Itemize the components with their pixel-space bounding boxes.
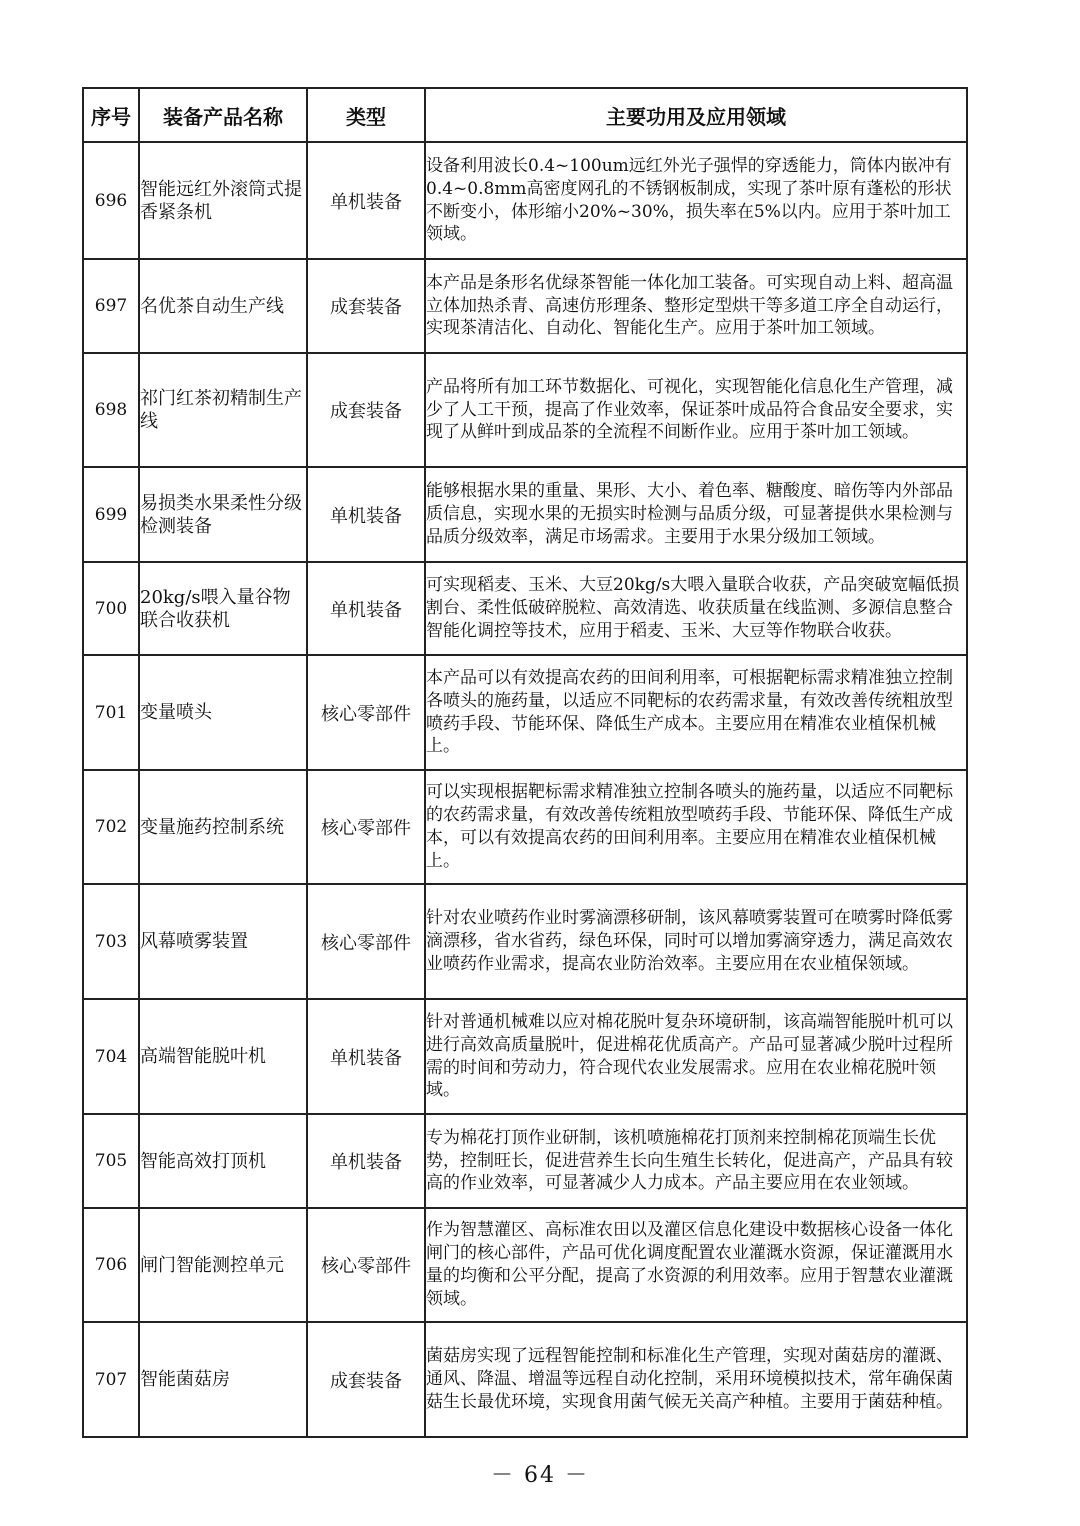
row-description: 本产品是条形名优绿茶智能一体化加工装备。可实现自动上料、超高温立体加热杀青、高速仿形理条、整形定型烘干等多道工序全自动运行，实现茶清洁化、自动化、智能化生产。应用于茶叶加工领域。 <box>425 259 967 353</box>
row-type: 单机装备 <box>307 562 425 655</box>
row-description: 设备利用波长0.4~100um远红外光子强悍的穿透能力，筒体内嵌冲有0.4~0.8mm高密度网孔的不锈钢板制成，实现了茶叶原有蓬松的形状不断变小，体形缩小20%~30%，损失率在5%以内。应用于茶叶加工领域。 <box>425 142 967 259</box>
row-product-name: 20kg/s喂入量谷物联合收获机 <box>139 562 307 655</box>
row-type: 成套装备 <box>307 259 425 353</box>
row-serial-number: 705 <box>83 1114 139 1208</box>
row-product-name: 名优茶自动生产线 <box>139 259 307 353</box>
page-number: － 64 － <box>491 1463 589 1488</box>
table-row <box>83 884 967 999</box>
header-type: 类型 <box>307 88 425 142</box>
row-product-name: 风幕喷雾装置 <box>139 884 307 999</box>
row-product-name: 祁门红茶初精制生产线 <box>139 353 307 467</box>
table-row <box>83 259 967 353</box>
row-description: 可以实现根据靶标需求精准独立控制各喷头的施药量，以适应不同靶标的农药需求量，有效改善传统粗放型喷药手段、节能环保、降低生产成本，可以有效提高农药的田间利用率。主要应用在精准农业植保机械上。 <box>425 770 967 884</box>
row-serial-number: 698 <box>83 353 139 467</box>
header-product-name: 装备产品名称 <box>139 88 307 142</box>
equipment-table <box>82 87 968 1438</box>
row-serial-number: 703 <box>83 884 139 999</box>
row-type: 核心零部件 <box>307 1208 425 1322</box>
row-description: 作为智慧灌区、高标准农田以及灌区信息化建设中数据核心设备一体化闸门的核心部件，产品可优化调度配置农业灌溉水资源，保证灌溉用水量的均衡和公平分配，提高了水资源的利用效率。应用于智慧农业灌溉领域。 <box>425 1208 967 1322</box>
row-serial-number: 697 <box>83 259 139 353</box>
row-type: 单机装备 <box>307 467 425 562</box>
row-product-name: 智能远红外滚筒式提香紧条机 <box>139 142 307 259</box>
row-product-name: 智能菌菇房 <box>139 1322 307 1437</box>
row-type: 核心零部件 <box>307 655 425 770</box>
table-row <box>83 353 967 467</box>
table-row <box>83 999 967 1114</box>
row-description: 针对普通机械难以应对棉花脱叶复杂环境研制，该高端智能脱叶机可以进行高效高质量脱叶，促进棉花优质高产。产品可显著减少脱叶过程所需的时间和劳动力，符合现代农业发展需求。应用在农业棉花脱叶领域。 <box>425 999 967 1114</box>
header-serial-number: 序号 <box>83 88 139 142</box>
row-serial-number: 707 <box>83 1322 139 1437</box>
table-row <box>83 1322 967 1437</box>
row-product-name: 变量喷头 <box>139 655 307 770</box>
table-row <box>83 1114 967 1208</box>
row-type: 单机装备 <box>307 1114 425 1208</box>
table-header-row <box>83 88 967 142</box>
row-serial-number: 706 <box>83 1208 139 1322</box>
row-serial-number: 702 <box>83 770 139 884</box>
row-product-name: 智能高效打顶机 <box>139 1114 307 1208</box>
row-description: 菌菇房实现了远程智能控制和标准化生产管理，实现对菌菇房的灌溉、通风、降温、增温等远程自动化控制，采用环境模拟技术，常年确保菌菇生长最优环境，实现食用菌气候无关高产种植。主要用于菌菇种植。 <box>425 1322 967 1437</box>
row-serial-number: 700 <box>83 562 139 655</box>
table-row <box>83 1208 967 1322</box>
table-row <box>83 467 967 562</box>
table-row <box>83 562 967 655</box>
table-row <box>83 142 967 259</box>
row-product-name: 变量施药控制系统 <box>139 770 307 884</box>
row-serial-number: 704 <box>83 999 139 1114</box>
row-serial-number: 699 <box>83 467 139 562</box>
row-product-name: 高端智能脱叶机 <box>139 999 307 1114</box>
row-description: 针对农业喷药作业时雾滴漂移研制，该风幕喷雾装置可在喷雾时降低雾滴漂移，省水省药，绿色环保，同时可以增加雾滴穿透力，满足高效农业喷药作业需求，提高农业防治效率。主要应用在农业植保领域。 <box>425 884 967 999</box>
row-type: 成套装备 <box>307 1322 425 1437</box>
table-row <box>83 770 967 884</box>
table-row <box>83 655 967 770</box>
row-product-name: 闸门智能测控单元 <box>139 1208 307 1322</box>
row-description: 专为棉花打顶作业研制，该机喷施棉花打顶剂来控制棉花顶端生长优势，控制旺长，促进营养生长向生殖生长转化，促进高产，产品具有较高的作业效率，可显著减少人力成本。产品主要应用在农业领域。 <box>425 1114 967 1208</box>
row-serial-number: 696 <box>83 142 139 259</box>
row-type: 核心零部件 <box>307 884 425 999</box>
row-description: 本产品可以有效提高农药的田间利用率，可根据靶标需求精准独立控制各喷头的施药量，以适应不同靶标的农药需求量，有效改善传统粗放型喷药手段、节能环保、降低生产成本。主要应用在精准农业植保机械上。 <box>425 655 967 770</box>
row-description: 可实现稻麦、玉米、大豆20kg/s大喂入量联合收获，产品突破宽幅低损割台、柔性低破碎脱粒、高效清选、收获质量在线监测、多源信息整合智能化调控等技术，应用于稻麦、玉米、大豆等作物联合收获。 <box>425 562 967 655</box>
header-function-and-application: 主要功用及应用领域 <box>425 88 967 142</box>
row-type: 核心零部件 <box>307 770 425 884</box>
row-description: 产品将所有加工环节数据化、可视化，实现智能化信息化生产管理，减少了人工干预，提高了作业效率，保证茶叶成品符合食品安全要求，实现了从鲜叶到成品茶的全流程不间断作业。应用于茶叶加工领域。 <box>425 353 967 467</box>
row-type: 单机装备 <box>307 142 425 259</box>
row-type: 单机装备 <box>307 999 425 1114</box>
row-type: 成套装备 <box>307 353 425 467</box>
row-product-name: 易损类水果柔性分级检测装备 <box>139 467 307 562</box>
row-description: 能够根据水果的重量、果形、大小、着色率、糖酸度、暗伤等内外部品质信息，实现水果的无损实时检测与品质分级，可显著提供水果检测与品质分级效率，满足市场需求。主要用于水果分级加工领域。 <box>425 467 967 562</box>
row-serial-number: 701 <box>83 655 139 770</box>
